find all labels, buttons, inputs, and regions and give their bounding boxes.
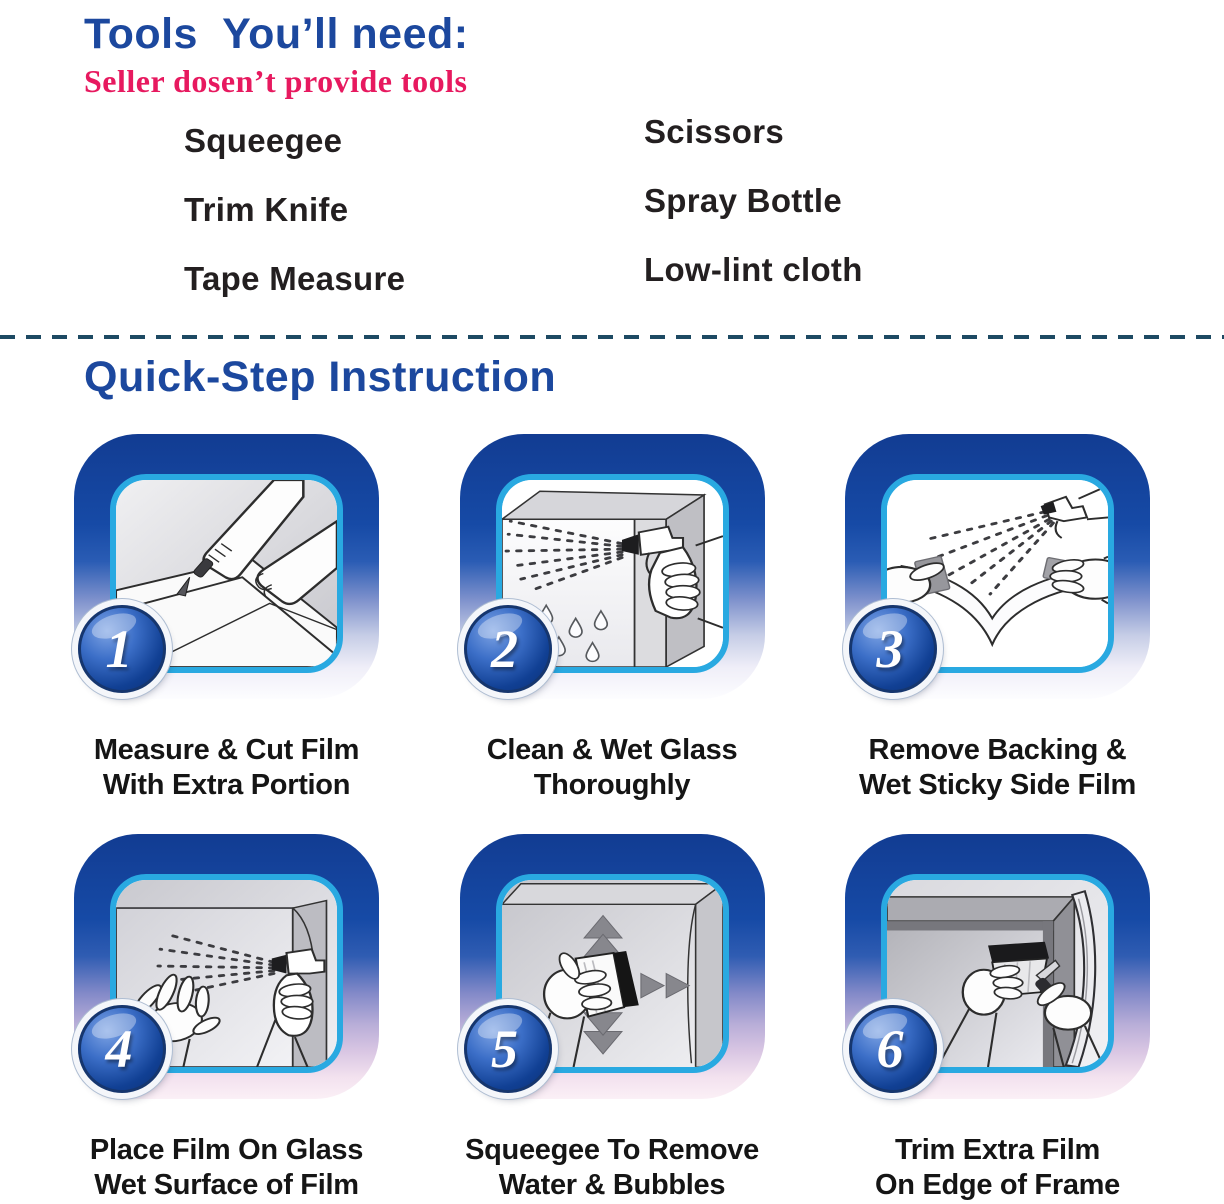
caption-line-2: With Extra Portion — [102, 769, 351, 802]
caption-line-2: On Edge of Frame — [875, 1169, 1120, 1202]
step-badge-number: 5 — [491, 1018, 518, 1079]
caption-line-2: Wet Surface of Film — [94, 1169, 359, 1202]
step-tile-5 — [460, 834, 765, 1099]
step-cell-5 — [460, 834, 765, 1204]
step-cell-6 — [845, 834, 1150, 1204]
tools-subtitle: Seller dosen’t provide tools — [84, 63, 468, 99]
step-badge-number: 6 — [876, 1018, 904, 1079]
steps-grid — [0, 434, 1224, 1204]
steps-section — [0, 339, 1224, 1204]
step-badge — [78, 1005, 166, 1093]
tool-item: Trim Knife — [184, 191, 349, 228]
step-caption — [845, 733, 1150, 804]
tools-title: Tools You’ll need: — [84, 10, 469, 58]
step-badge-number: 2 — [491, 619, 518, 679]
tools-columns — [84, 113, 1224, 329]
tool-item: Scissors — [644, 113, 784, 150]
tools-column-right — [644, 113, 863, 329]
step-cell-1 — [74, 434, 379, 804]
step-badge — [78, 605, 166, 693]
tool-item: Tape Measure — [184, 260, 406, 297]
step-badge-number: 1 — [105, 619, 133, 679]
step-badge — [849, 1005, 937, 1093]
tool-item: Low-lint cloth — [644, 251, 863, 288]
step-cell-2 — [460, 434, 765, 804]
step-tile-6 — [845, 834, 1150, 1099]
step-tile-1 — [74, 434, 379, 699]
caption-line-2: Thoroughly — [533, 769, 691, 802]
step-badge-number: 3 — [876, 619, 904, 679]
step-badge — [464, 605, 552, 693]
tools-column-left — [184, 122, 644, 329]
steps-title: Quick-Step Instruction — [84, 353, 557, 401]
step-caption — [74, 733, 379, 804]
step-badge — [464, 1005, 552, 1093]
caption-line-1: Clean & Wet Glass — [486, 734, 738, 766]
step-badge — [849, 605, 937, 693]
step-caption — [460, 733, 765, 804]
step-caption — [74, 1133, 379, 1204]
step-badge-number: 4 — [105, 1018, 133, 1079]
caption-line-1: Place Film On Glass — [89, 1133, 364, 1166]
step-tile-4 — [74, 834, 379, 1099]
step-tile-2 — [460, 434, 765, 699]
step-cell-4 — [74, 834, 379, 1204]
tool-item: Squeegee — [184, 122, 343, 159]
step-caption — [460, 1133, 765, 1204]
caption-line-1: Measure & Cut Film — [93, 734, 360, 766]
step-cell-3 — [845, 434, 1150, 804]
caption-line-1: Remove Backing & — [868, 734, 1127, 766]
caption-line-1: Squeegee To Remove — [465, 1133, 759, 1166]
tool-item: Spray Bottle — [644, 182, 842, 219]
caption-line-1: Trim Extra Film — [894, 1133, 1100, 1166]
step-tile-3 — [845, 434, 1150, 699]
caption-line-2: Wet Sticky Side Film — [858, 769, 1137, 802]
caption-line-2: Water & Bubbles — [498, 1169, 726, 1202]
tools-section — [0, 0, 1224, 329]
step-caption — [845, 1133, 1150, 1204]
